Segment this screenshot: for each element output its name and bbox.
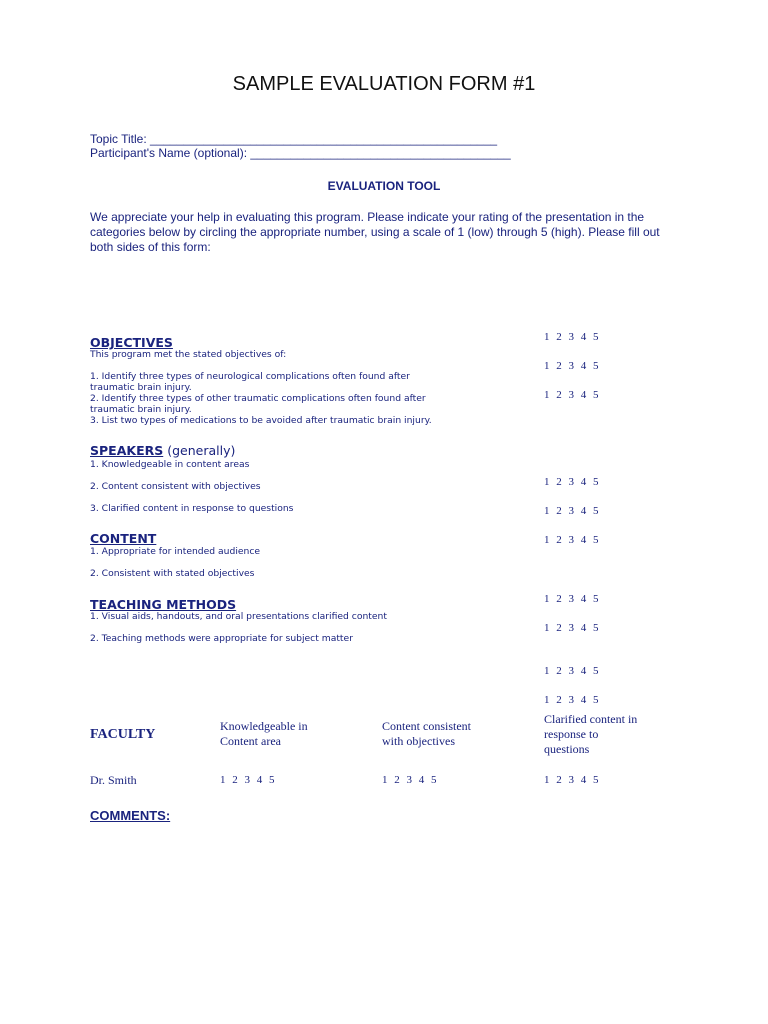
faculty-col-knowledgeable-line-1: Knowledgeable in bbox=[220, 719, 308, 733]
objectives-heading: OBJECTIVES bbox=[90, 335, 173, 350]
evaluation-tool-heading: EVALUATION TOOL bbox=[327, 179, 441, 193]
rating-scale[interactable]: 1 2 3 4 5 bbox=[544, 665, 601, 677]
speakers-heading-label: SPEAKERS bbox=[90, 443, 164, 458]
faculty-col-consistent-line-2: with objectives bbox=[382, 734, 455, 748]
speaker-item-2: 2. Content consistent with objectives bbox=[90, 481, 261, 492]
rating-scale[interactable]: 1 2 3 4 5 bbox=[544, 694, 601, 706]
faculty-col-clarified-line-3: questions bbox=[544, 742, 590, 756]
speakers-qualifier: (generally) bbox=[167, 443, 236, 458]
faculty-col-clarified-line-2: response to bbox=[544, 727, 599, 741]
objective-2-line-2: traumatic brain injury. bbox=[90, 404, 192, 415]
faculty-col-consistent-line-1: Content consistent bbox=[382, 719, 471, 733]
faculty-heading: FACULTY bbox=[90, 727, 156, 742]
faculty-col-clarified bbox=[544, 712, 637, 757]
rating-scale[interactable]: 1 2 3 4 5 bbox=[544, 505, 601, 517]
content-item-1: 1. Appropriate for intended audience bbox=[90, 546, 261, 557]
objective-2-line-1: 2. Identify three types of other traumatic complications often found after bbox=[90, 393, 426, 404]
participant-name-field[interactable]: Participant's Name (optional): _______________________________________ bbox=[90, 146, 511, 160]
rating-scale[interactable]: 1 2 3 4 5 bbox=[544, 331, 601, 343]
rating-scale[interactable]: 1 2 3 4 5 bbox=[544, 360, 601, 372]
content-item-2: 2. Consistent with stated objectives bbox=[90, 568, 255, 579]
faculty-rating-consistent[interactable]: 1 2 3 4 5 bbox=[382, 774, 439, 786]
objectives-lead: This program met the stated objectives of: bbox=[90, 349, 287, 360]
faculty-col-clarified-line-1: Clarified content in bbox=[544, 712, 638, 726]
objective-1-line-2: traumatic brain injury. bbox=[90, 382, 192, 393]
rating-scale[interactable]: 1 2 3 4 5 bbox=[544, 593, 601, 605]
speaker-item-3: 3. Clarified content in response to questions bbox=[90, 503, 294, 514]
faculty-col-knowledgeable bbox=[220, 719, 308, 749]
rating-scale[interactable]: 1 2 3 4 5 bbox=[544, 622, 601, 634]
teaching-item-2: 2. Teaching methods were appropriate for subject matter bbox=[90, 633, 353, 644]
teaching-item-1: 1. Visual aids, handouts, and oral presentations clarified content bbox=[90, 611, 387, 622]
page-title: SAMPLE EVALUATION FORM #1 bbox=[232, 73, 536, 95]
objective-3: 3. List two types of medications to be avoided after traumatic brain injury. bbox=[90, 415, 432, 426]
intro-paragraph: We appreciate your help in evaluating this program. Please indicate your rating of the presentation in the categories below by circling the appropriate number, using a scale of 1 (low) through 5 (high). Please fill out both sides of this form: bbox=[90, 210, 660, 254]
speakers-heading bbox=[90, 443, 235, 458]
content-heading: CONTENT bbox=[90, 531, 157, 546]
rating-scale[interactable]: 1 2 3 4 5 bbox=[544, 534, 601, 546]
faculty-row-name: Dr. Smith bbox=[90, 773, 137, 787]
rating-scale[interactable]: 1 2 3 4 5 bbox=[544, 476, 601, 488]
faculty-rating-knowledgeable[interactable]: 1 2 3 4 5 bbox=[220, 774, 277, 786]
speaker-item-1: 1. Knowledgeable in content areas bbox=[90, 459, 250, 470]
faculty-col-consistent bbox=[382, 719, 471, 749]
rating-scale[interactable]: 1 2 3 4 5 bbox=[544, 389, 601, 401]
comments-heading: COMMENTS: bbox=[90, 808, 171, 823]
objective-1-line-1: 1. Identify three types of neurological complications often found after bbox=[90, 371, 410, 382]
topic-title-field[interactable]: Topic Title: ____________________________________________________ bbox=[90, 132, 498, 146]
faculty-col-knowledgeable-line-2: Content area bbox=[220, 734, 281, 748]
faculty-rating-clarified[interactable]: 1 2 3 4 5 bbox=[544, 774, 601, 786]
teaching-methods-heading: TEACHING METHODS bbox=[90, 597, 237, 612]
